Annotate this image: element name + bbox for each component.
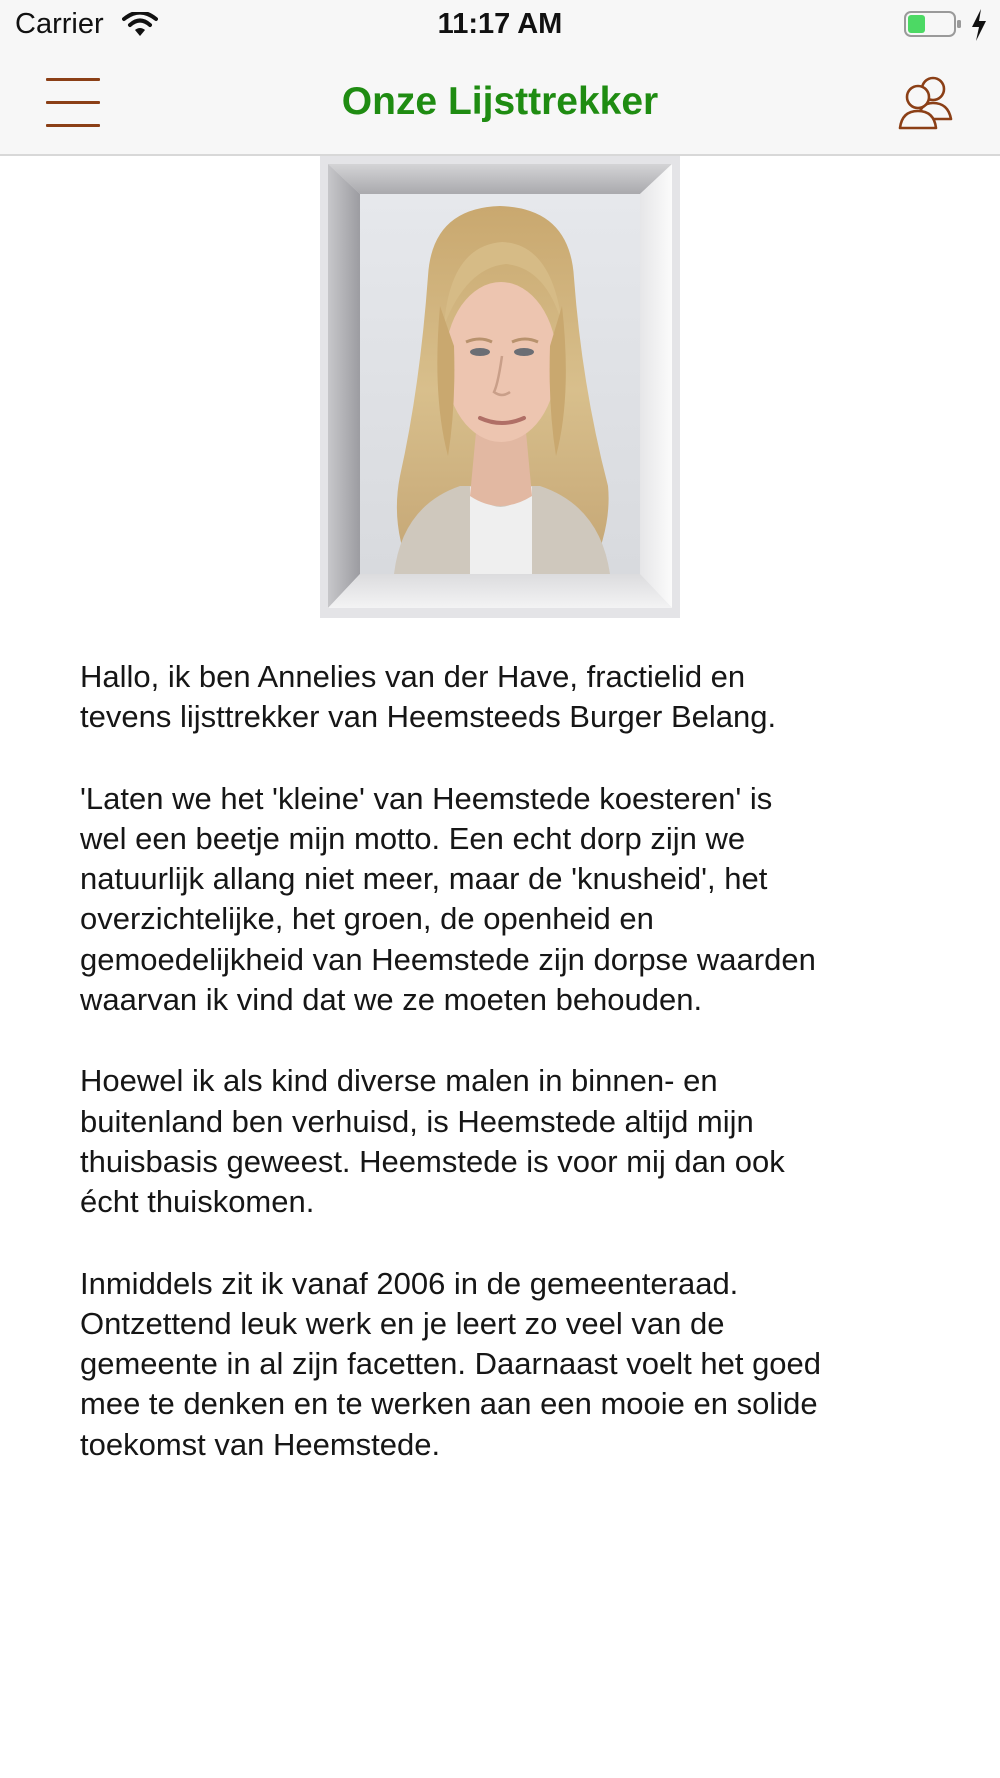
users-icon[interactable]: [896, 72, 956, 132]
portrait-photo: [320, 156, 680, 618]
paragraph-council: Inmiddels zit ik vanaf 2006 in de gemeenteraad. Ontzettend leuk werk en je leert zo veel van de gemeente in al zijn facetten. Daarnaast voelt het goed mee te denken en te werken aan een mooie en solide toekomst van Heemstede.: [80, 1265, 822, 1462]
hamburger-menu-icon-line: [46, 124, 100, 127]
page-title: Onze Lijsttrekker: [341, 80, 659, 123]
portrait-frame: [320, 156, 680, 618]
navigation-bar: [0, 52, 1000, 156]
status-time: 11:17 AM: [437, 8, 563, 40]
biography-text: [80, 657, 940, 1506]
charging-bolt-icon: [970, 8, 988, 42]
paragraph-intro: Hallo, ik ben Annelies van der Have, fractielid en tevens lijsttrekker van Heemsteeds Burger Belang.: [80, 659, 777, 735]
carrier-label: Carrier: [15, 8, 104, 40]
battery-icon: [904, 10, 962, 38]
status-bar: [0, 0, 1000, 52]
paragraph-motto: 'Laten we het 'kleine' van Heemstede koesteren' is wel een beetje mijn motto. Een echt dorp zijn we natuurlijk allang niet meer, maar de 'knusheid', het overzichtelijke, het groen, de openheid en gemoedelijkheid van Heemstede zijn dorpse waarden waarvan ik vind dat we ze moeten behouden.: [80, 780, 816, 1018]
paragraph-background: Hoewel ik als kind diverse malen in binnen- en buitenland ben verhuisd, is Heemstede altijd mijn thuisbasis geweest. Heemstede is voor mij dan ook écht thuiskomen.: [80, 1063, 785, 1220]
